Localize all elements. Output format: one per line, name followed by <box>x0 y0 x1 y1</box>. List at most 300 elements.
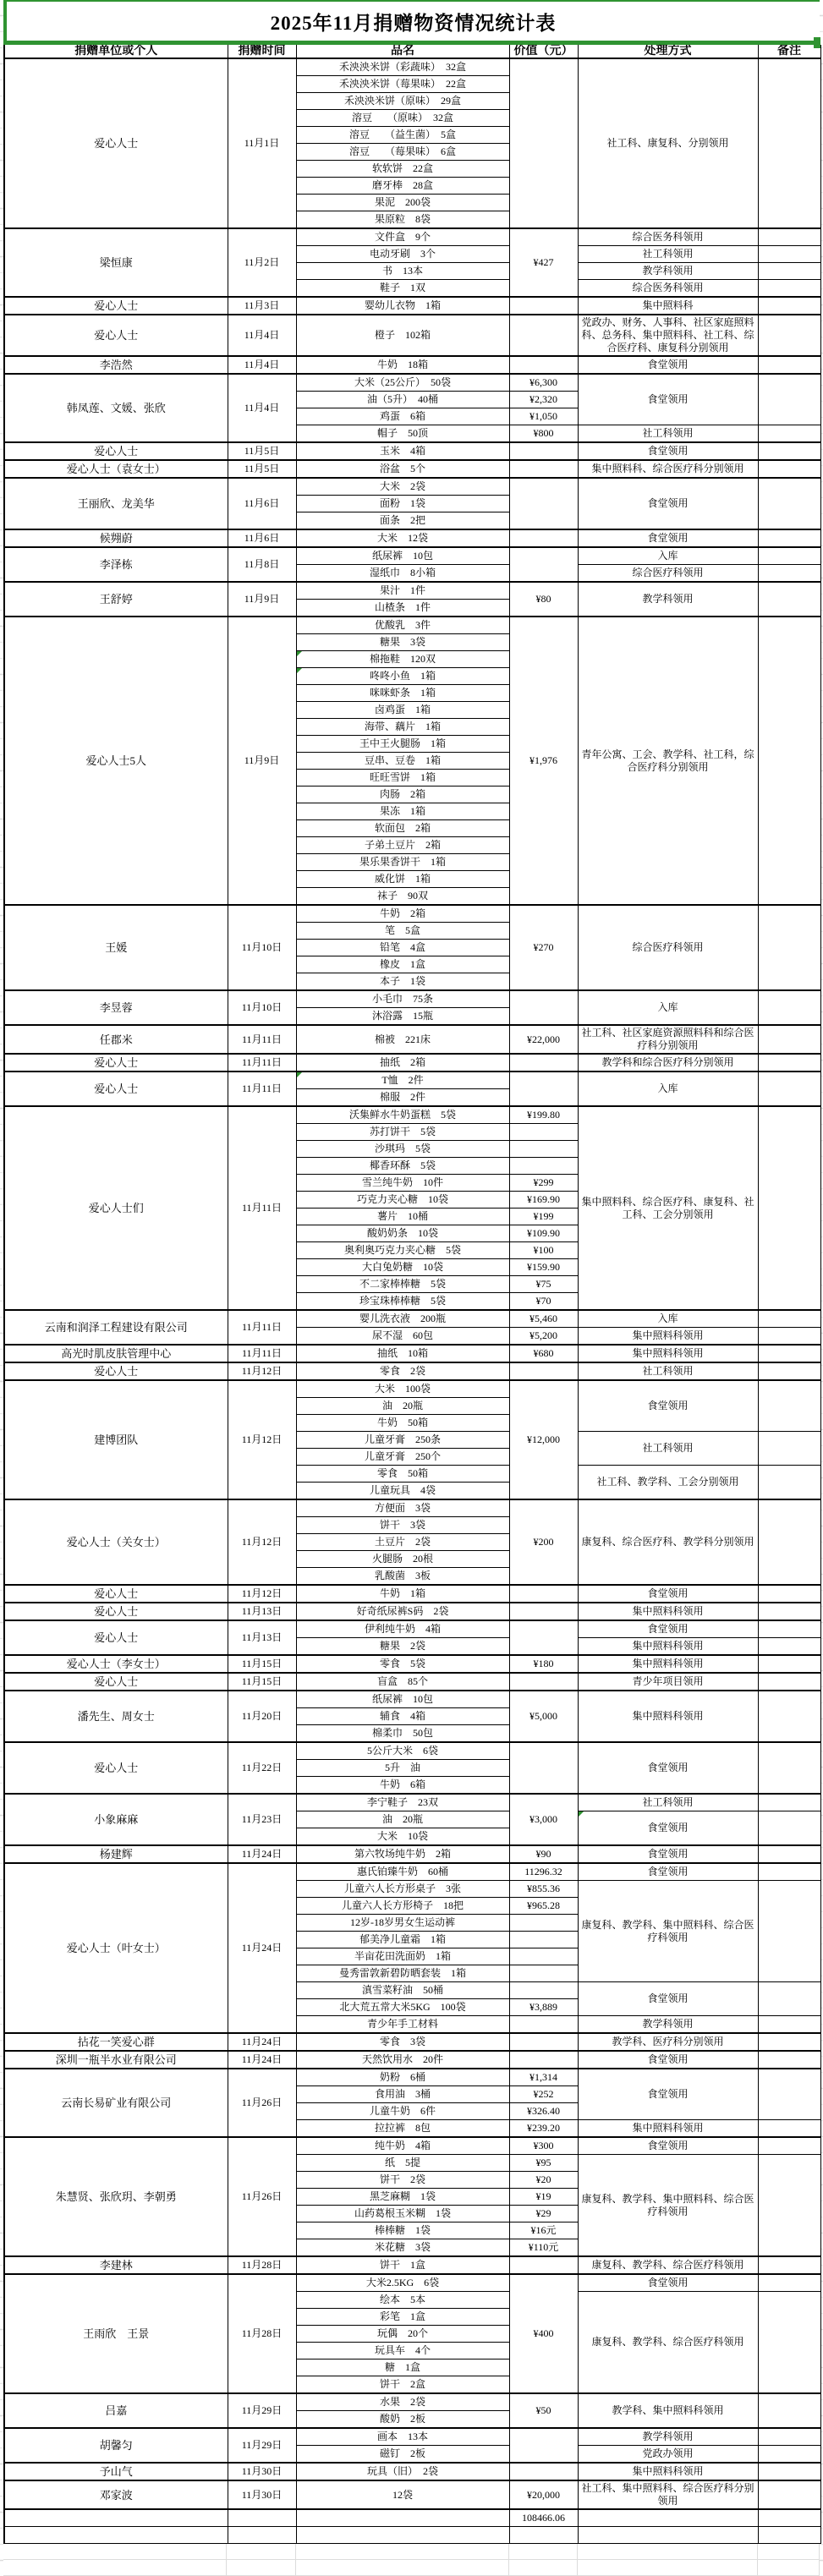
value-cell: ¥2,320 <box>509 392 578 408</box>
value-cell <box>509 1673 578 1691</box>
item-name-cell: 纸 5提 <box>296 2155 509 2172</box>
donor-cell: 爱心人士（李女士） <box>4 1655 228 1673</box>
value-cell: ¥1,314 <box>509 2069 578 2086</box>
date-cell: 11月11日 <box>228 1025 296 1054</box>
item-name-cell: 乳酸菌 3板 <box>296 1568 509 1586</box>
remark-cell <box>758 1655 820 1673</box>
date-cell: 11月11日 <box>228 1106 296 1310</box>
item-name-cell: 伊利纯牛奶 4箱 <box>296 1620 509 1638</box>
remark-cell <box>758 990 820 1025</box>
remark-cell <box>758 617 820 905</box>
remark-cell <box>758 1328 820 1346</box>
item-name-cell: 黑芝麻糊 1袋 <box>296 2189 509 2206</box>
item-name-cell: 彩笔 1盒 <box>296 2309 509 2326</box>
item-name-cell: 零食 3袋 <box>296 2033 509 2051</box>
value-cell: ¥3,000 <box>509 1794 578 1845</box>
item-name-cell: 山药葛根玉米糊 1袋 <box>296 2206 509 2222</box>
remark-cell <box>758 442 820 460</box>
remark-cell <box>758 1863 820 1881</box>
date-cell: 11月23日 <box>228 1794 296 1845</box>
value-cell: ¥169.90 <box>509 1192 578 1209</box>
value-cell <box>509 1054 578 1072</box>
item-name-cell: 禾泱泱米饼（彩蔬味） 32盒 <box>296 58 509 76</box>
empty-handling-cell <box>578 2527 758 2544</box>
table-row <box>4 2274 820 2292</box>
date-cell: 11月9日 <box>228 582 296 617</box>
date-cell: 11月15日 <box>228 1655 296 1673</box>
table-row <box>4 1499 820 1517</box>
value-cell: ¥95 <box>509 2155 578 2172</box>
item-name-cell: 棒棒糖 1袋 <box>296 2222 509 2239</box>
item-name-cell: 油（5升） 40桶 <box>296 392 509 408</box>
donor-cell: 深圳一瓶半水业有限公司 <box>4 2051 228 2069</box>
item-name-cell: 惠氏铂臻牛奶 60桶 <box>296 1863 509 1881</box>
date-cell: 11月30日 <box>228 2463 296 2480</box>
donor-cell: 王媛 <box>4 905 228 990</box>
item-name-cell: 椰香环酥 5袋 <box>296 1158 509 1175</box>
table-row <box>4 2428 820 2446</box>
handling-cell: 综合医务科领用 <box>578 228 758 246</box>
item-name-cell: 禾泱泱米饼（莓果味） 22盒 <box>296 76 509 93</box>
item-name-cell: 果原粒 8袋 <box>296 211 509 229</box>
column-header-remark: 备注 <box>758 45 820 58</box>
date-cell: 11月12日 <box>228 1380 296 1499</box>
item-name-cell: 小毛巾 75条 <box>296 990 509 1008</box>
date-cell: 11月30日 <box>228 2480 296 2509</box>
value-cell <box>509 2256 578 2274</box>
item-name-cell: 袜子 90双 <box>296 888 509 906</box>
remark-cell <box>758 2137 820 2155</box>
date-cell: 11月8日 <box>228 547 296 582</box>
table-row <box>4 1106 820 1124</box>
item-name-cell: 棉拖鞋 120双 <box>296 651 509 668</box>
item-name-cell: 果汁 1件 <box>296 582 509 600</box>
date-cell: 11月15日 <box>228 1673 296 1691</box>
donor-cell: 建博团队 <box>4 1380 228 1499</box>
item-name-cell: 大米 100袋 <box>296 1380 509 1398</box>
handling-cell: 青年公寓、工会、教学科、社工科，综合医疗科分别领用 <box>578 617 758 905</box>
item-name-cell: 油 20瓶 <box>296 1811 509 1828</box>
item-name-cell: 奥利奥巧克力夹心糖 5袋 <box>296 1242 509 1259</box>
item-name-cell: 山楂条 1件 <box>296 600 509 617</box>
item-name-cell: 12岁-18岁男女生运动裤 <box>296 1915 509 1932</box>
remark-cell <box>758 529 820 547</box>
date-cell: 11月11日 <box>228 1310 296 1345</box>
item-name-cell: 拉拉裤 8包 <box>296 2120 509 2138</box>
item-name-cell: 电动牙刷 3个 <box>296 246 509 263</box>
value-cell: ¥80 <box>509 582 578 617</box>
item-name-cell: 鸡蛋 6箱 <box>296 408 509 425</box>
item-name-cell: 巧克力夹心糖 10袋 <box>296 1192 509 1209</box>
handling-cell: 食堂领用 <box>578 1585 758 1603</box>
donor-cell: 王丽欣、龙美华 <box>4 478 228 529</box>
donor-cell: 爱心人士（叶女士） <box>4 1863 228 2033</box>
item-name-cell: 零食 5袋 <box>296 1655 509 1673</box>
value-cell <box>509 2463 578 2480</box>
table-row <box>4 2069 820 2086</box>
item-name-cell: 天然饮用水 20件 <box>296 2051 509 2069</box>
column-header-item: 品名 <box>296 45 509 58</box>
item-name-cell: 儿童六人长方形桌子 3张 <box>296 1881 509 1898</box>
item-name-cell: T恤 2件 <box>296 1072 509 1089</box>
remark-cell <box>758 2274 820 2292</box>
value-cell <box>509 1982 578 1999</box>
empty-remark-cell <box>758 2527 820 2544</box>
item-name-cell: 豆串、豆卷 1箱 <box>296 753 509 770</box>
donor-cell: 爱心人士们 <box>4 1106 228 1310</box>
item-name-cell: 橡皮 1盒 <box>296 956 509 973</box>
value-cell <box>509 1124 578 1141</box>
value-cell: ¥5,000 <box>509 1691 578 1742</box>
handling-cell: 食堂领用 <box>578 2137 758 2155</box>
table-row <box>4 1794 820 1811</box>
item-name-cell: 大米2.5KG 6袋 <box>296 2274 509 2292</box>
donor-cell: 拈花一笑爱心群 <box>4 2033 228 2051</box>
donor-cell: 爱心人士 <box>4 1673 228 1691</box>
value-cell <box>509 1362 578 1380</box>
total-date-cell <box>228 2509 296 2527</box>
item-name-cell: 溶豆 （莓果味） 6盒 <box>296 144 509 161</box>
value-cell <box>509 2051 578 2069</box>
value-cell: ¥270 <box>509 905 578 990</box>
item-name-cell: 纯牛奶 4箱 <box>296 2137 509 2155</box>
column-header-value: 价值（元） <box>509 45 578 58</box>
value-cell: ¥100 <box>509 1242 578 1259</box>
item-name-cell: 文件盒 9个 <box>296 228 509 246</box>
value-cell: ¥180 <box>509 1655 578 1673</box>
item-name-cell: 软面包 2箱 <box>296 820 509 837</box>
item-name-cell: 威化饼 1箱 <box>296 871 509 888</box>
remark-cell <box>758 565 820 583</box>
date-cell: 11月22日 <box>228 1742 296 1794</box>
table-row <box>4 1072 820 1089</box>
handling-cell: 康复科、综合医疗科、教学科分别领用 <box>578 1499 758 1585</box>
total-item-cell <box>296 2509 509 2527</box>
handling-cell: 食堂领用 <box>578 1620 758 1638</box>
item-name-cell: 青少年手工材料 <box>296 2016 509 2034</box>
handling-cell: 集中照料科领用 <box>578 1655 758 1673</box>
remark-cell <box>758 1362 820 1380</box>
item-name-cell: 米花糖 3袋 <box>296 2239 509 2257</box>
handling-cell: 集中照料科领用 <box>578 2120 758 2138</box>
item-name-cell: 儿童牛奶 6件 <box>296 2103 509 2120</box>
date-cell: 11月28日 <box>228 2256 296 2274</box>
table-row <box>4 1345 820 1362</box>
donor-cell: 候翙蔚 <box>4 529 228 547</box>
table-row <box>4 2051 820 2069</box>
handling-cell: 食堂领用 <box>578 2069 758 2120</box>
table-row <box>4 1845 820 1863</box>
handling-cell: 教学科领用 <box>578 2428 758 2446</box>
table-row <box>4 1310 820 1328</box>
value-cell: 11296.32 <box>509 1863 578 1881</box>
value-cell <box>509 1965 578 1982</box>
empty-date-cell <box>228 2527 296 2544</box>
remark-cell <box>758 2480 820 2509</box>
date-cell: 11月11日 <box>228 1054 296 1072</box>
item-name-cell: 本子 1袋 <box>296 973 509 991</box>
date-cell: 11月6日 <box>228 478 296 529</box>
remark-cell <box>758 228 820 246</box>
table-row <box>4 356 820 374</box>
handling-cell: 集中照料科领用 <box>578 1638 758 1656</box>
value-cell: ¥12,000 <box>509 1380 578 1499</box>
remark-cell <box>758 1466 820 1500</box>
item-name-cell: 大米 12袋 <box>296 529 509 547</box>
value-cell <box>509 1948 578 1965</box>
table-row <box>4 442 820 460</box>
item-name-cell: 海带、藕片 1箱 <box>296 719 509 736</box>
handling-cell: 食堂领用 <box>578 1863 758 1881</box>
value-cell <box>509 2016 578 2034</box>
value-cell <box>509 547 578 582</box>
value-cell <box>509 1915 578 1932</box>
date-cell: 11月24日 <box>228 1845 296 1863</box>
item-name-cell: 儿童玩具 4袋 <box>296 1483 509 1500</box>
remark-cell <box>758 2069 820 2120</box>
item-name-cell: 禾泱泱米饼（原味） 29盒 <box>296 93 509 110</box>
item-name-cell: 牛奶 18箱 <box>296 356 509 374</box>
item-name-cell: 绘本 5本 <box>296 2292 509 2309</box>
item-name-cell: 沃集鲜水牛奶蛋糕 5袋 <box>296 1106 509 1124</box>
handling-cell: 康复科、教学科、综合医疗科领用 <box>578 2292 758 2394</box>
date-cell: 11月11日 <box>228 1072 296 1106</box>
value-cell: ¥326.40 <box>509 2103 578 2120</box>
handling-cell: 综合医务科领用 <box>578 280 758 298</box>
value-cell <box>509 1603 578 1620</box>
item-name-cell: 咚咚小鱼 1箱 <box>296 668 509 685</box>
value-cell: ¥1,050 <box>509 408 578 425</box>
item-name-cell: 滇雪菜籽油 50桶 <box>296 1982 509 1999</box>
table-row <box>4 2137 820 2155</box>
remark-cell <box>758 58 820 228</box>
item-name-cell: 玩具（旧） 2袋 <box>296 2463 509 2480</box>
item-name-cell: 大米（25公斤） 50袋 <box>296 374 509 392</box>
remark-cell <box>758 374 820 425</box>
value-cell <box>509 297 578 315</box>
date-cell: 11月13日 <box>228 1620 296 1655</box>
remark-cell <box>758 1811 820 1846</box>
item-name-cell: 湿纸巾 8小箱 <box>296 565 509 583</box>
value-cell: ¥199 <box>509 1209 578 1225</box>
donor-cell: 梁恒康 <box>4 228 228 297</box>
handling-cell: 食堂领用 <box>578 529 758 547</box>
donor-cell: 李昱蓉 <box>4 990 228 1025</box>
date-cell: 11月10日 <box>228 905 296 990</box>
item-name-cell: 土豆片 2袋 <box>296 1534 509 1551</box>
value-cell: ¥110元 <box>509 2239 578 2257</box>
donor-cell: 爱心人士 <box>4 1742 228 1794</box>
handling-cell: 党政办、财务、人事科、社区家庭照料科、总务科、集中照料科、社工科、综合医疗科、康复科分别领用 <box>578 315 758 356</box>
table-row <box>4 1025 820 1054</box>
item-name-cell: 零食 2袋 <box>296 1362 509 1380</box>
remark-cell <box>758 2016 820 2034</box>
value-cell <box>509 478 578 529</box>
value-cell <box>509 1141 578 1158</box>
item-name-cell: 酸奶 2板 <box>296 2411 509 2429</box>
donor-cell: 爱心人士 <box>4 1362 228 1380</box>
value-cell: ¥252 <box>509 2086 578 2103</box>
item-name-cell: 酸奶奶条 10袋 <box>296 1225 509 1242</box>
item-name-cell: 李宁鞋子 23双 <box>296 1794 509 1811</box>
remark-cell <box>758 1620 820 1638</box>
value-cell: ¥239.20 <box>509 2120 578 2138</box>
donor-cell: 爱心人士（关女士） <box>4 1499 228 1585</box>
item-name-cell: 磁钉 2板 <box>296 2446 509 2464</box>
item-name-cell: 棉服 2件 <box>296 1089 509 1107</box>
table-body <box>4 58 820 2544</box>
item-name-cell: 食用油 3桶 <box>296 2086 509 2103</box>
donor-cell: 爱心人士 <box>4 297 228 315</box>
date-cell: 11月20日 <box>228 1691 296 1742</box>
item-name-cell: 油 20瓶 <box>296 1398 509 1415</box>
table-row <box>4 58 820 76</box>
item-name-cell: 大白兔奶糖 10袋 <box>296 1259 509 1276</box>
table-row <box>4 2480 820 2509</box>
item-name-cell: 郁美净儿童霜 1箱 <box>296 1932 509 1948</box>
value-cell: ¥50 <box>509 2393 578 2428</box>
item-name-cell: 沐浴露 15瓶 <box>296 1008 509 1026</box>
item-name-cell: 玉米 4箱 <box>296 442 509 460</box>
item-name-cell: 溶豆 （益生菌） 5盒 <box>296 127 509 144</box>
date-cell: 11月3日 <box>228 297 296 315</box>
value-cell: ¥400 <box>509 2274 578 2393</box>
donor-cell: 爱心人士5人 <box>4 617 228 905</box>
remark-cell <box>758 1691 820 1742</box>
value-cell: ¥22,000 <box>509 1025 578 1054</box>
handling-cell: 食堂领用 <box>578 1742 758 1794</box>
date-cell: 11月2日 <box>228 228 296 297</box>
remark-cell <box>758 1054 820 1072</box>
item-name-cell: 饼干 2袋 <box>296 2172 509 2189</box>
remark-cell <box>758 1380 820 1432</box>
value-cell: ¥20,000 <box>509 2480 578 2509</box>
value-cell <box>509 1158 578 1175</box>
remark-cell <box>758 1881 820 1982</box>
handling-cell: 党政办领用 <box>578 2446 758 2464</box>
donor-cell: 王舒婷 <box>4 582 228 617</box>
item-name-cell: 辅食 4箱 <box>296 1708 509 1725</box>
remark-cell <box>758 2463 820 2480</box>
value-cell: ¥299 <box>509 1175 578 1192</box>
table-row <box>4 1362 820 1380</box>
table-row <box>4 1603 820 1620</box>
item-name-cell: 浴盆 5个 <box>296 460 509 478</box>
total-handling-cell <box>578 2509 758 2527</box>
page-title: 2025年11月捐赠物资情况统计表 <box>3 0 820 45</box>
date-cell: 11月12日 <box>228 1585 296 1603</box>
handling-cell: 集中照料科领用 <box>578 1603 758 1620</box>
table-row <box>4 1691 820 1708</box>
date-cell: 11月11日 <box>228 1345 296 1362</box>
remark-cell <box>758 280 820 298</box>
handling-cell: 食堂领用 <box>578 1380 758 1432</box>
empty-value-cell <box>509 2527 578 2544</box>
donor-cell: 李浩然 <box>4 356 228 374</box>
table-row <box>4 1863 820 1881</box>
donor-cell: 爱心人士 <box>4 58 228 228</box>
remark-cell <box>758 1106 820 1310</box>
donor-cell: 任郡米 <box>4 1025 228 1054</box>
date-cell: 11月13日 <box>228 1603 296 1620</box>
item-name-cell: 旺旺雪饼 1箱 <box>296 770 509 787</box>
item-name-cell: 棉被 221床 <box>296 1025 509 1054</box>
item-name-cell: 水果 2袋 <box>296 2393 509 2411</box>
value-cell <box>509 1072 578 1106</box>
date-cell: 11月4日 <box>228 374 296 442</box>
donor-cell: 杨建辉 <box>4 1845 228 1863</box>
item-name-cell: 零食 50箱 <box>296 1466 509 1483</box>
value-cell: ¥19 <box>509 2189 578 2206</box>
remark-cell <box>758 1432 820 1466</box>
remark-cell <box>758 315 820 356</box>
remark-cell <box>758 1742 820 1794</box>
donor-cell: 爱心人士（袁女士） <box>4 460 228 478</box>
value-cell <box>509 1932 578 1948</box>
handling-cell: 康复科、教学科、综合医疗科领用 <box>578 2256 758 2274</box>
total-remark-cell <box>758 2509 820 2527</box>
remark-cell <box>758 460 820 478</box>
item-name-cell: 王中王火腿肠 1箱 <box>296 736 509 753</box>
handling-cell: 食堂领用 <box>578 478 758 529</box>
value-cell: ¥427 <box>509 228 578 297</box>
item-name-cell: 牛奶 1箱 <box>296 1585 509 1603</box>
empty-grid-area <box>3 2544 820 2576</box>
item-name-cell: 牛奶 6箱 <box>296 1777 509 1795</box>
handling-cell: 食堂领用 <box>578 1845 758 1863</box>
item-name-cell: 玩具车 4个 <box>296 2343 509 2360</box>
remark-cell <box>758 582 820 617</box>
donor-cell: 胡馨匀 <box>4 2428 228 2463</box>
empty-donor-cell <box>4 2527 228 2544</box>
item-name-cell: 画本 13本 <box>296 2428 509 2446</box>
handling-cell: 社工科、教学科、工会分别领用 <box>578 1466 758 1500</box>
item-name-cell: 牛奶 50箱 <box>296 1415 509 1432</box>
value-cell: ¥855.36 <box>509 1881 578 1898</box>
date-cell: 11月26日 <box>228 2137 296 2256</box>
value-cell: ¥5,200 <box>509 1328 578 1346</box>
handling-cell: 社工科、康复科、分别领用 <box>578 58 758 228</box>
remark-cell <box>758 1982 820 2016</box>
handling-cell: 青少年项目领用 <box>578 1673 758 1691</box>
value-cell <box>509 529 578 547</box>
item-name-cell: 儿童牙膏 250个 <box>296 1449 509 1466</box>
value-cell <box>509 460 578 478</box>
item-name-cell: 方便面 3袋 <box>296 1499 509 1517</box>
item-name-cell: 笔 5盒 <box>296 923 509 940</box>
handling-cell: 教学科、医疗科分别领用 <box>578 2033 758 2051</box>
remark-cell <box>758 1072 820 1106</box>
donor-cell: 爱心人士 <box>4 315 228 356</box>
item-name-cell: 纸尿裤 10包 <box>296 547 509 565</box>
value-cell: ¥800 <box>509 425 578 443</box>
table-row <box>4 529 820 547</box>
item-name-cell: 第六牧场纯牛奶 2箱 <box>296 1845 509 1863</box>
donor-cell: 李建林 <box>4 2256 228 2274</box>
handling-cell: 康复科、教学科、集中照料科、综合医疗科领用 <box>578 2155 758 2257</box>
table-row <box>4 1655 820 1673</box>
item-name-cell: 果冻 1箱 <box>296 803 509 820</box>
item-name-cell: 婴幼儿衣物 1箱 <box>296 297 509 315</box>
handling-cell: 教学科和综合医疗科分别领用 <box>578 1054 758 1072</box>
value-cell <box>509 1585 578 1603</box>
handling-cell: 食堂领用 <box>578 442 758 460</box>
item-name-cell: 雪兰纯牛奶 10件 <box>296 1175 509 1192</box>
handling-cell: 社工科领用 <box>578 425 758 443</box>
handling-cell: 入库 <box>578 1072 758 1106</box>
value-cell: ¥199.80 <box>509 1106 578 1124</box>
value-cell <box>509 1742 578 1794</box>
